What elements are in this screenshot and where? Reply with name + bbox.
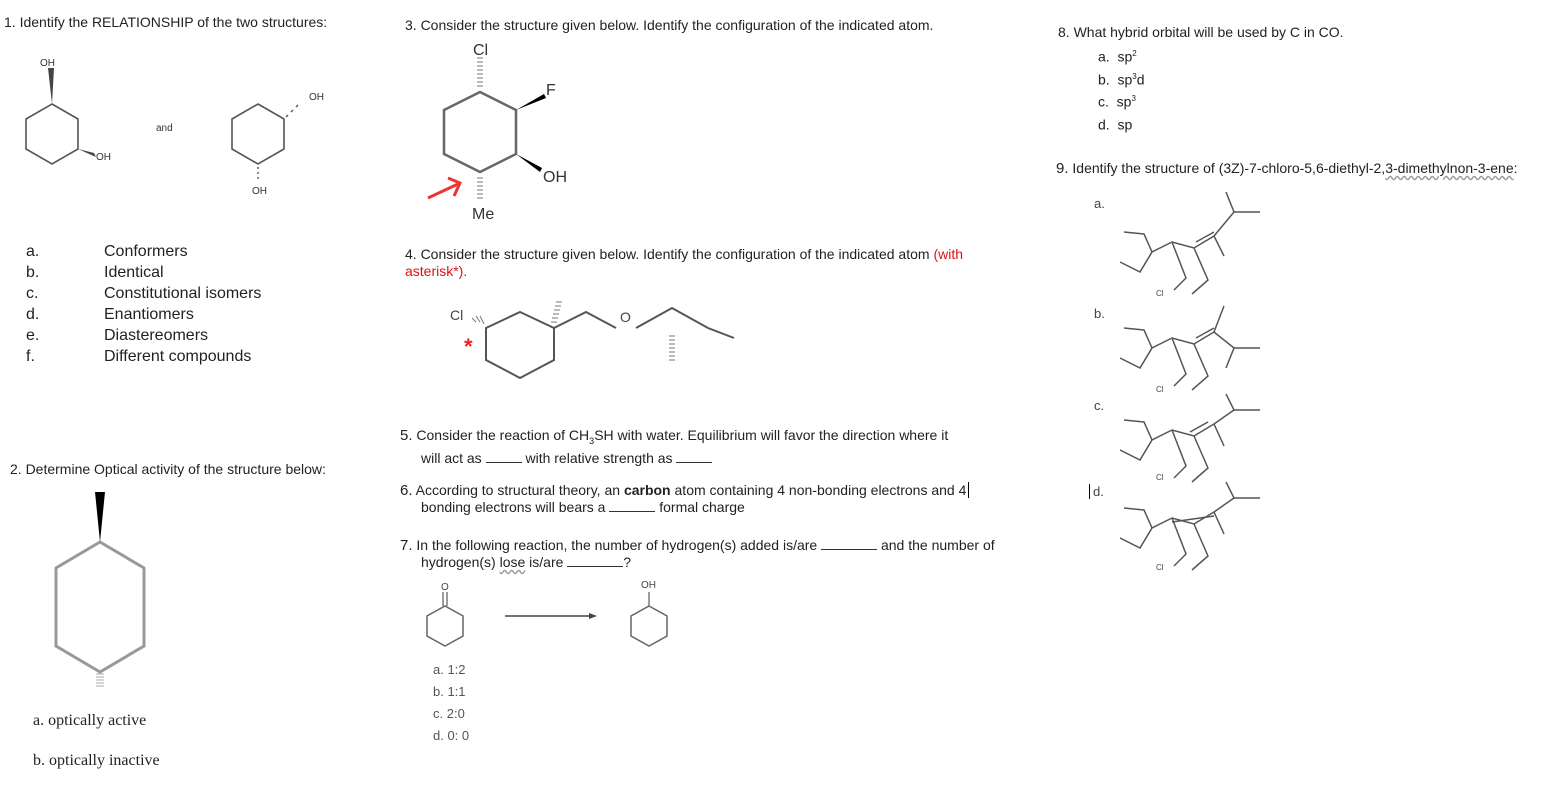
q9-cl-d: Cl [1156,563,1164,572]
q1-option-a[interactable]: a. Conformers [26,243,188,260]
q1-option-d[interactable]: d. Enantiomers [26,306,194,323]
q8-options [1098,44,1145,135]
q3-f: F [546,82,556,99]
q3-indicator-arrow-icon [428,178,460,198]
q1-option-e[interactable]: e. Diastereomers [26,327,209,344]
q7-blank-2[interactable] [567,554,623,567]
q9-structure-b [1110,300,1260,395]
q3-structure [420,38,580,228]
q9-cl-c: Cl [1156,473,1164,482]
q9-structure-a [1110,190,1260,300]
q5-blank-2[interactable] [676,450,712,463]
q1-option-f[interactable]: f. Different compounds [26,348,252,365]
q9-label-a[interactable]: a. [1094,196,1105,211]
q2-option-b[interactable]: b. optically inactive [33,752,160,769]
q3-me: Me [472,206,495,223]
q7-option-b[interactable]: b. 1:1 [433,684,466,699]
q1-oh-right-bottom: OH [252,186,267,197]
q7-blank-1[interactable] [821,537,877,550]
q5-blank-1[interactable] [486,450,522,463]
q3-cl: Cl [473,42,489,59]
q8-prompt: 8. What hybrid orbital will be used by C in CO. [1058,24,1344,40]
q1-prompt: 1. Identify the RELATIONSHIP of the two structures: [4,14,328,30]
q1-oh-top-left: OH [40,58,55,69]
q9-cl-b: Cl [1156,385,1164,394]
q4-prompt-red: (with asterisk*). [405,246,963,279]
q3-oh: OH [543,169,567,186]
q7-option-c[interactable]: c. 2:0 [433,706,465,721]
q2-prompt: 2. Determine Optical activity of the structure below: [10,461,326,477]
q3-prompt: 3. Consider the structure given below. Identify the configuration of the indicated atom. [405,17,934,33]
q2-option-a[interactable]: a. optically active [33,712,147,729]
q4-asterisk: * [464,334,473,359]
q1-oh-left-bottom: OH [96,152,111,163]
q6-blank[interactable] [609,499,655,512]
q7-option-a[interactable]: a. 1:2 [433,662,466,677]
q1-structures [0,40,340,210]
q4-cl: Cl [450,307,464,323]
q7-o: O [441,582,449,593]
q7-text: 7. In the following reaction, the number of hydrogen(s) added is/are and the number of hydrogen(s) lose is/are ? [400,537,995,570]
q8-option-b[interactable]: b. $sp^3d$ [1098,71,1145,88]
q5-text: 5. Consider the reaction of $CH_3SH$ with water. Equilibrium will favor the direction where it will act as with relative strength as [400,427,949,466]
q8-option-d[interactable]: d. sp [1098,116,1133,133]
q9-label-c[interactable]: c. [1094,398,1105,413]
q9-structure-d [1110,480,1260,575]
q4-structure [440,294,750,394]
q1-options [26,241,261,367]
q1-and: and [156,123,173,134]
q4-prompt: 4. Consider the structure given below. Identify the configuration of the indicated atom (with asterisk*). [405,246,963,279]
q7-reaction [415,576,675,656]
q7-options [433,659,469,747]
q8-option-a[interactable]: a. $sp^2$ [1098,48,1137,65]
q1-option-b[interactable]: b. Identical [26,264,164,281]
q8-option-c[interactable]: c. $sp^3$ [1098,93,1136,110]
q1-option-c[interactable]: c. Constitutional isomers [26,285,262,302]
q9-label-b[interactable]: b. [1094,306,1105,321]
q7-oh: OH [641,580,656,591]
q1-oh-right-top: OH [309,92,324,103]
q6-text: 6. According to structural theory, an carbon atom containing 4 non-bonding electrons and 4 bonding electrons will bears a formal charge [400,482,973,516]
q9-label-d[interactable]: d. [1089,484,1104,499]
q9-structure-c [1110,392,1260,487]
q7-option-d[interactable]: d. 0: 0 [433,728,470,743]
q2-structure [40,488,160,688]
q9-prompt: 9. Identify the structure of (3Z)-7-chloro-5,6-diethyl-2,3-dimethylnon-3-ene: [1056,160,1518,177]
q9-cl-a: Cl [1156,289,1164,298]
q4-o: O [620,309,631,325]
